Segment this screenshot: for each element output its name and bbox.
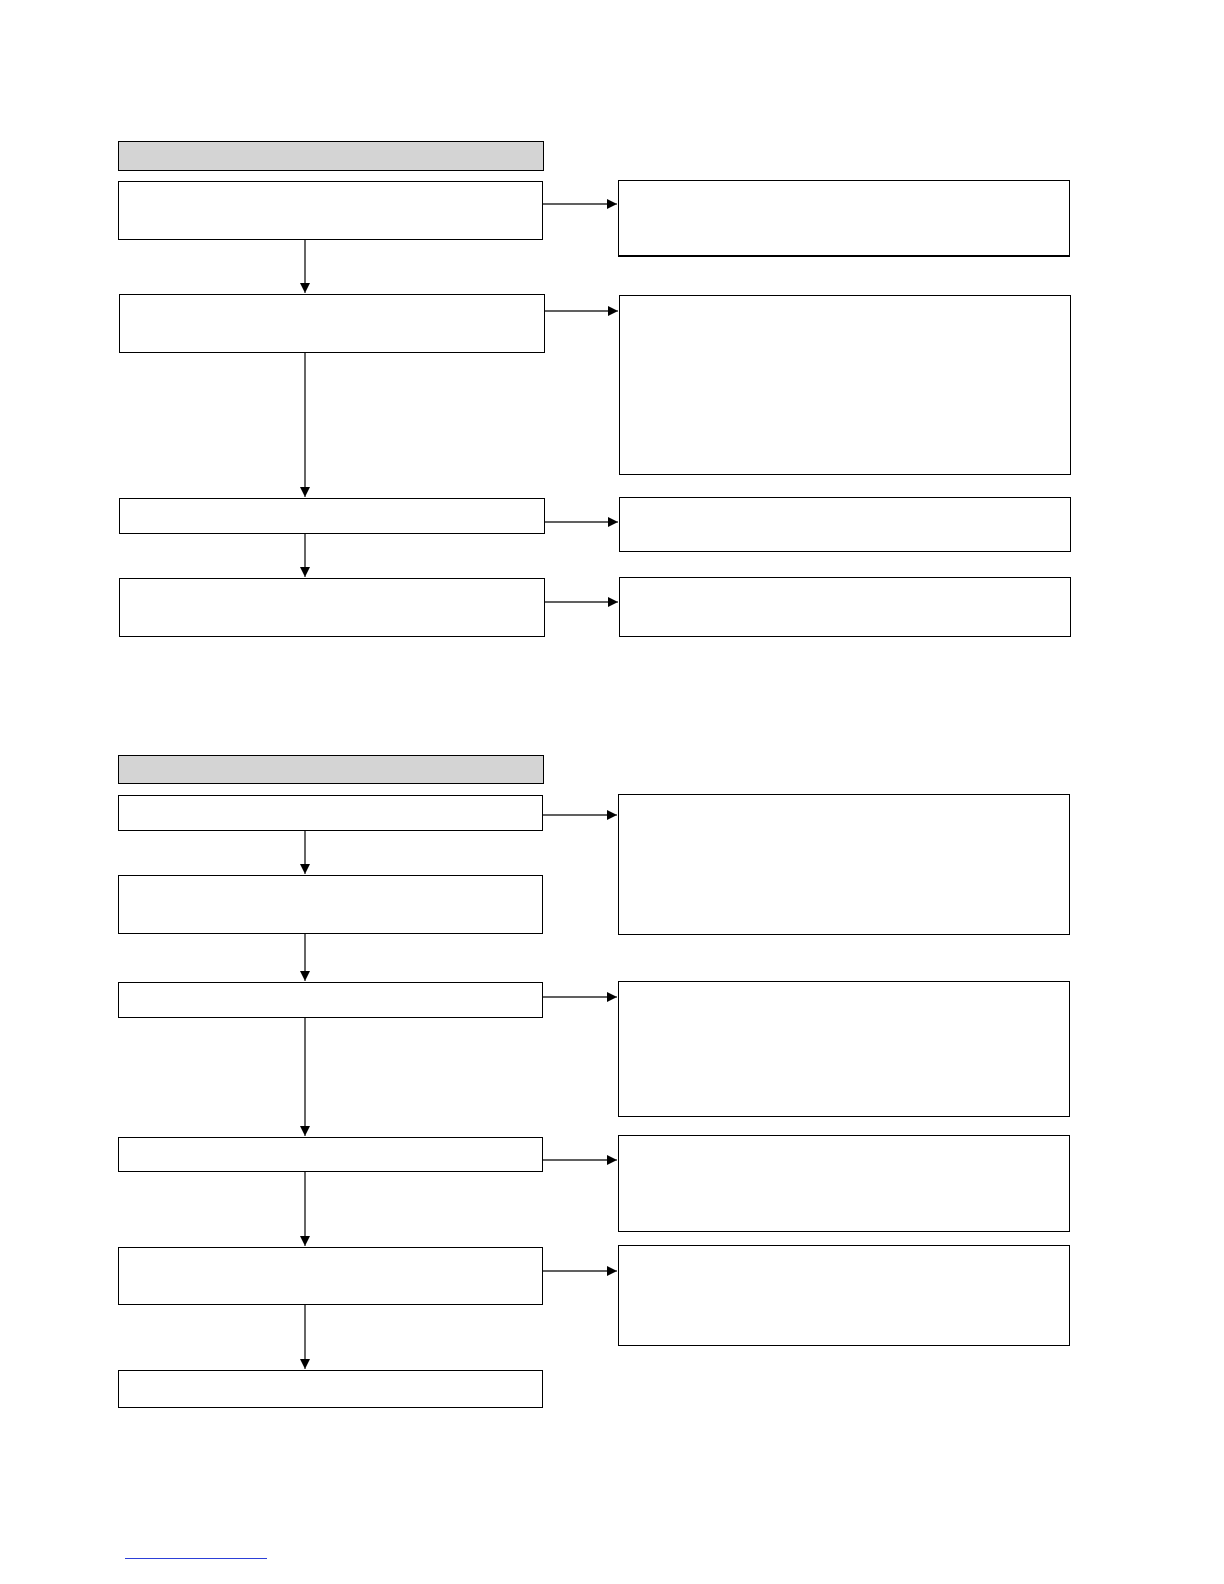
check-step <box>118 1137 543 1172</box>
remedy-box <box>619 295 1071 475</box>
check-step <box>118 795 543 831</box>
remedy-box <box>619 577 1071 637</box>
footer-rule <box>125 1558 267 1559</box>
remedy-box <box>618 180 1070 257</box>
check-step <box>118 875 543 934</box>
section-header <box>118 755 544 784</box>
check-step <box>118 982 543 1018</box>
check-step <box>119 498 545 534</box>
remedy-box <box>619 497 1071 552</box>
check-step <box>118 1247 543 1305</box>
remedy-box <box>618 1245 1070 1346</box>
remedy-box <box>618 1135 1070 1232</box>
remedy-box <box>618 981 1070 1117</box>
section-header <box>118 141 544 171</box>
final-step <box>118 1370 543 1408</box>
check-step <box>118 181 543 240</box>
check-step <box>119 294 545 353</box>
remedy-box <box>618 794 1070 935</box>
check-step <box>119 578 545 637</box>
